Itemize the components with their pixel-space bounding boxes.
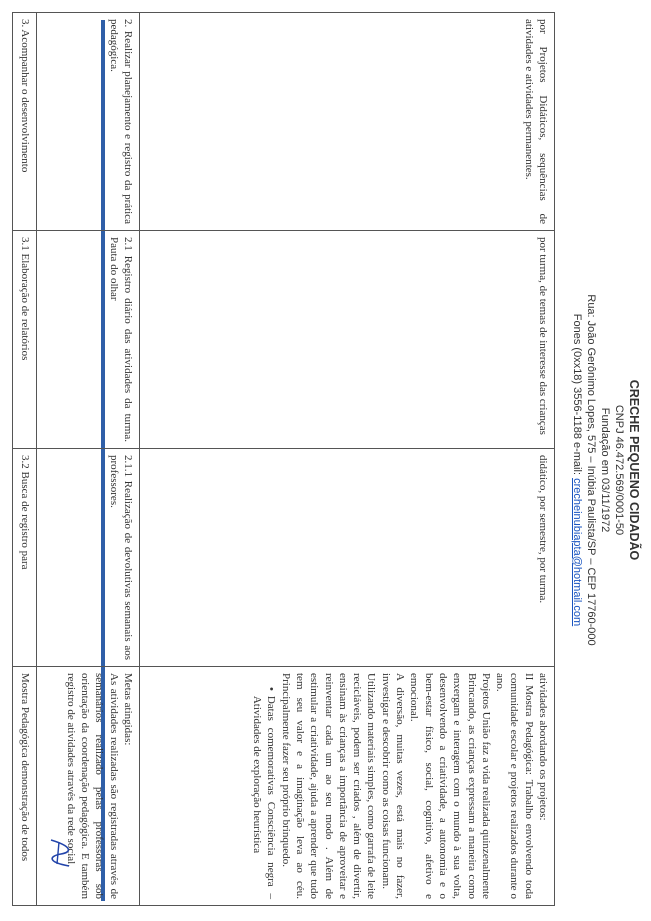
table-cell: 2.1 Registro diário das atividades da turma. Pauta do olhar [37, 231, 140, 449]
contact-line [571, 230, 583, 710]
org-title: CRECHE PEQUENO CIDADÃO [627, 379, 641, 561]
contact-phone-label: Fones (0xx18) 3556-1188 e-mail: [571, 313, 583, 475]
goals-table [12, 12, 555, 906]
handwritten-signature [41, 832, 81, 872]
table-row [140, 13, 555, 906]
founded-line: Fundação em 03/11/1972 [599, 407, 611, 533]
table-cell: 2.1.1 Realização de devolutivas semanais aos professores. [37, 449, 140, 667]
table-cell: didático, por semestre, por turma. [140, 449, 555, 667]
table-cell: atividades abordando os projetos: II Mostra Pedagógica: Trabalho envolvendo toda comunidade escolar e projetos realizados durante o ano. Projetos União faz a vida realizada quinzenalmente Brincando, as crianças expressam a maneira como enxergam e interagem com o mundo à sua volta, desenvolvendo a criatividade, a autonomia e o bem-estar físico, social, cognitivo, afetivo e emocional. A diversão, muitas vezes, está mais no fazer, investigar e descobrir como as coisas funcionam. Utilizando materiais simples, como garrafa de leite recicláveis, podem ser criados , além de divertir, ensinam às crianças a importância de aproveitar e reinventar cada um ao seu modo . Além de estimular a criatividade, ajuda a aprender que tudo tem seu valor e a imaginação leva ao céu. Principalmente fazer seu próprio brinquedo. • Datas comemorativas Consciência negra – Atividades de exploração heurística [140, 667, 555, 906]
table-row [37, 13, 140, 906]
table-cell: por Projetos Didáticos, sequências de atividades e atividades permanentes. [140, 13, 555, 231]
bullet-icon: • [265, 687, 278, 691]
table-cell: 3. Acompanhar o desenvolvimento [13, 13, 37, 231]
email-link[interactable]: crecheinubiapta@hotmail.com [571, 478, 583, 627]
table-row [13, 13, 37, 906]
table-cell: Metas atingidas: As atividades realizadas são registradas através de semanários realizado pelas professoras sob orientação da coordenação pedagógica. E também registro de atividades através da rede social. [37, 667, 140, 906]
cnpj-line: CNPJ 46.472.569/0001-50 [613, 404, 625, 536]
bullet-item: • Datas comemorativas Consciência negra – Atividades de exploração heurística [251, 687, 278, 899]
table-cell: por turma, de temas de interesse das crianças [140, 231, 555, 449]
table-cell: 3.2 Busca de registro para [13, 449, 37, 667]
table-cell: 2. Realizar planejamento e registro da prática pedagógica. [37, 13, 140, 231]
address-line: Rua: João Gerônimo Lopes, 575 – Inúbia Paulista/SP – CEP 17760-000 [585, 294, 597, 646]
table-cell: 3.1 Elaboração de relatórios [13, 231, 37, 449]
table-cell: Mostra Pedagógica demonstração de todos [13, 667, 37, 906]
